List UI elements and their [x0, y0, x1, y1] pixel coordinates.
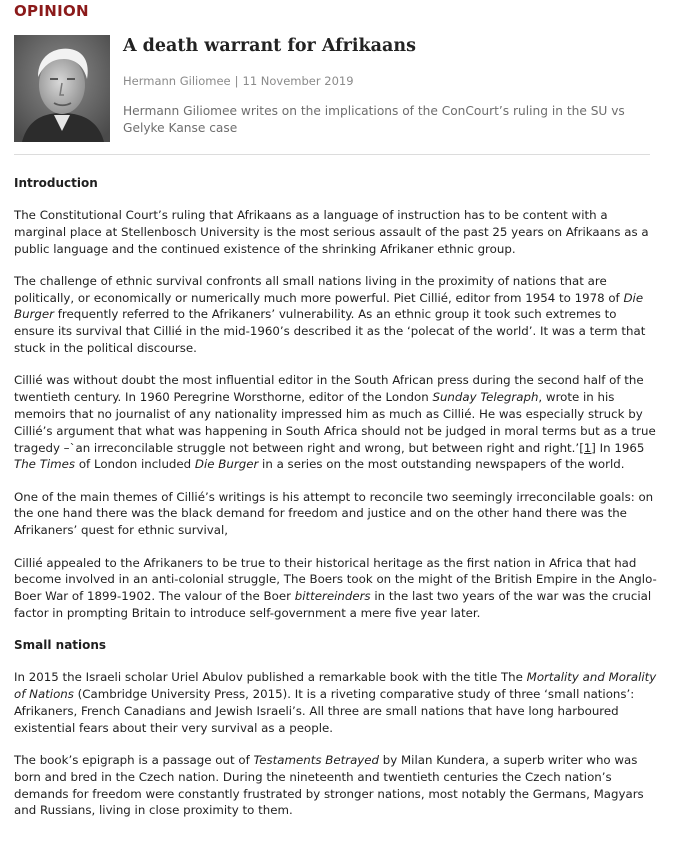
paragraph: Cillié was without doubt the most influential editor in the South African press during the second half of the twentieth century. In 1960 Peregrine Worsthorne, editor of the London Sunday Telegraph, wrote in his memoirs that no journalist of any nationality impressed him as much as Cillié. He was especially struck by Cillié’s argument that what was happening in South Africa should not be judged in moral terms but as a true tragedy –`an irreconcilable struggle not between right and wrong, but between right and right.’[1] In 1965 The Times of London included Die Burger in a series on the most outstanding newspapers of the world. — [14, 373, 656, 472]
author-photo — [14, 35, 110, 142]
publish-date: 11 November 2019 — [242, 74, 354, 88]
author-name[interactable]: Hermann Giliomee — [123, 74, 231, 88]
article-title[interactable]: A death warrant for Afrikaans — [123, 36, 416, 56]
header-divider — [14, 154, 650, 155]
byline — [123, 74, 354, 88]
article-body — [14, 175, 659, 835]
standfirst: Hermann Giliomee writes on the implications of the ConCourt’s ruling in the SU vs Gelyke Kanse case — [123, 104, 625, 135]
paragraph: In 2015 the Israeli scholar Uriel Abulov published a remarkable book with the title The Mortality and Morality of Nations (Cambridge University Press, 2015). It is a riveting comparative study of three ‘small nations’: Afrikaners, French Canadians and Jewish Israeli’s. All three are small nations that have long harboured existential fears about their very survival as a people. — [14, 670, 657, 735]
section-label[interactable]: OPINION — [14, 2, 89, 20]
paragraph: The Constitutional Court’s ruling that Afrikaans as a language of instruction has to be content with a marginal place at Stellenbosch University is the most serious assault of the past 25 years on Afrikaans as a public language and the continued existence of the shrinking Afrikaner ethnic group. — [14, 208, 649, 256]
paragraph: The book’s epigraph is a passage out of Testaments Betrayed by Milan Kundera, a superb writer who was born and bred in the Czech nation. During the nineteenth and twentieth centuries the Czech nation’s demands for freedom were constantly frustrated by stronger nations, most notably the Germans, Magyars and Russians, living in close proximity to them. — [14, 752, 644, 818]
paragraph: The challenge of ethnic survival confronts all small nations living in the proximity of nations that are politically, or economically or numerically much more powerful. Piet Cillié, editor from 1954 to 1978 of Die Burger frequently referred to the Afrikaners’ vulnerability. As an ethnic group it took such extremes to ensure its survival that Cillié in the mid-1960’s described it as the ‘polecat of the world’. It was a term that stuck in the political discourse. — [14, 273, 646, 356]
heading-small-nations: Small nations — [14, 638, 107, 653]
byline-separator: | — [234, 74, 239, 88]
footnote-link[interactable]: [1] — [579, 440, 596, 455]
paragraph: One of the main themes of Cillié’s writings is his attempt to reconcile two seemingly irreconcilable goals: on the one hand there was the black demand for freedom and justice and on the other hand there was the Afrikaners’ quest for ethnic survival, — [14, 489, 654, 538]
heading-introduction: Introduction — [14, 176, 98, 190]
paragraph: Cillié appealed to the Afrikaners to be true to their historical heritage as the first nation in Africa that had become involved in an anti-colonial struggle, The Boers took on the might of the British Empire in the Anglo-Boer War of 1899-1902. The valour of the Boer bittereinders in the last two years of the war was the crucial factor in prompting Britain to introduce self-government a mere five year later. — [14, 555, 657, 620]
